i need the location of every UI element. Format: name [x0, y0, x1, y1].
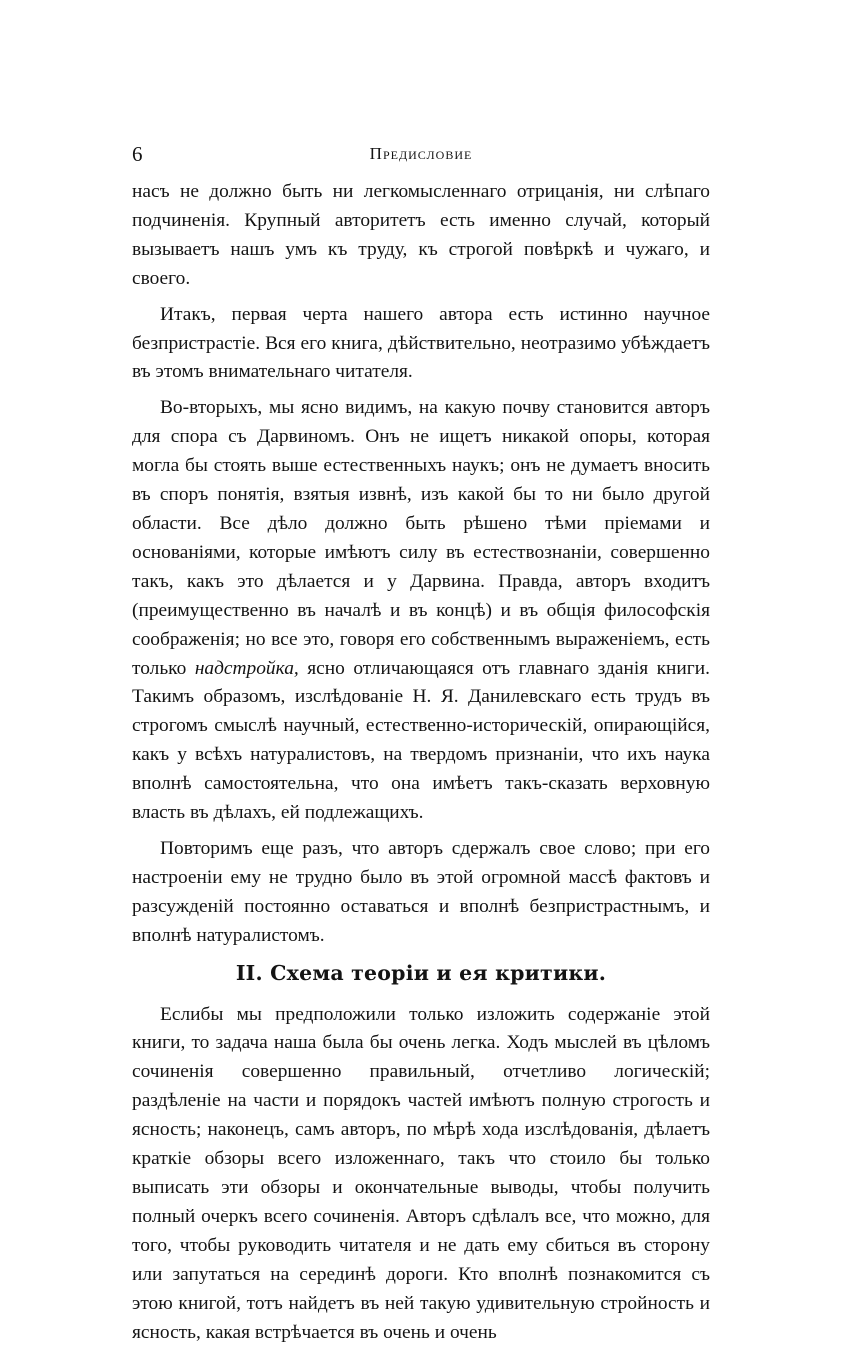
- paragraph-3-text-a: Во-вторыхъ, мы ясно видимъ, на какую почву становится авторъ для спора съ Дарвиномъ. Онъ не ищетъ никакой опоры, которая могла бы стоять выше естественныхъ наукъ; онъ не думаетъ вносить въ споръ понятія, взятыя извнѣ, изъ какой бы то ни было другой области. Все дѣло должно быть рѣшено тѣми пріемами и основаніями, которые имѣютъ силу въ естествознаніи, совершенно такъ, какъ это дѣлается и у Дарвина. Правда, авторъ входитъ (преимущественно въ началѣ и въ концѣ) и въ общія философскія соображенія; но все это, говоря его собственнымъ выраженіемъ, есть только: [132, 397, 710, 679]
- section-heading: II. Схема теоріи и ея критики.: [235, 960, 607, 985]
- paragraph-1: насъ не должно быть ни легкомысленнаго отрицанія, ни слѣпаго подчиненія. Крупный авторитетъ есть именно случай, который вызываетъ нашъ умъ къ труду, къ строгой повѣркѣ и чужаго, и своего.: [132, 181, 710, 289]
- book-page: [132, 140, 710, 1347]
- running-title: Предисловие: [369, 144, 473, 163]
- paragraph-3-emphasis: надстройка,: [194, 657, 299, 679]
- paragraph-4: Повторимъ еще разъ, что авторъ сдержалъ свое слово; при его настроеніи ему не трудно было въ этой огромной массѣ фактовъ и разсужденій постоянно оставаться и вполнѣ безпристрастнымъ, и вполнѣ натуралистомъ.: [132, 837, 710, 946]
- paragraph-2: Итакъ, первая черта нашего автора есть истинно научное безпристрастіе. Вся его книга, дѣйствительно, неотразимо убѣждаетъ въ этомъ внимательнаго читателя.: [132, 303, 710, 383]
- running-head: [132, 140, 710, 170]
- paragraph-3: [132, 394, 710, 828]
- page-number: 6: [132, 142, 143, 166]
- paragraph-5: Еслибы мы предположили только изложить содержаніе этой книги, то задача наша была бы очень легка. Ходъ мыслей въ цѣломъ сочиненія совершенно правильный, отчетливо логическій; раздѣленіе на части и порядокъ частей имѣютъ полную строгость и ясность; наконецъ, самъ авторъ, по мѣрѣ хода изслѣдованія, дѣлаетъ краткіе обзоры всего изложеннаго, такъ что стоило бы только выписать эти обзоры и окончательные выводы, чтобы получить полный очеркъ всего сочиненія. Авторъ сдѣлалъ все, что можно, для того, чтобы руководить читателя и не дать ему сбиться въ сторону или запутаться на серединѣ дороги. Кто вполнѣ познакомится съ этою книгой, тотъ найдетъ въ ней такую удивительную стройность и ясность, какая встрѣчается въ очень и очень: [132, 1003, 710, 1343]
- paragraph-3-text-b: ясно отличающаяся отъ главнаго зданія книги. Такимъ образомъ, изслѣдованіе Н. Я. Данилевскаго есть трудъ въ строгомъ смыслѣ научный, естественно-историческій, опирающійся, какъ у всѣхъ натуралистовъ, на твердомъ признаніи, что ихъ наука вполнѣ самостоятельна, что она имѣетъ такъ-сказать верховную власть въ дѣлахъ, ей подлежащихъ.: [132, 657, 710, 824]
